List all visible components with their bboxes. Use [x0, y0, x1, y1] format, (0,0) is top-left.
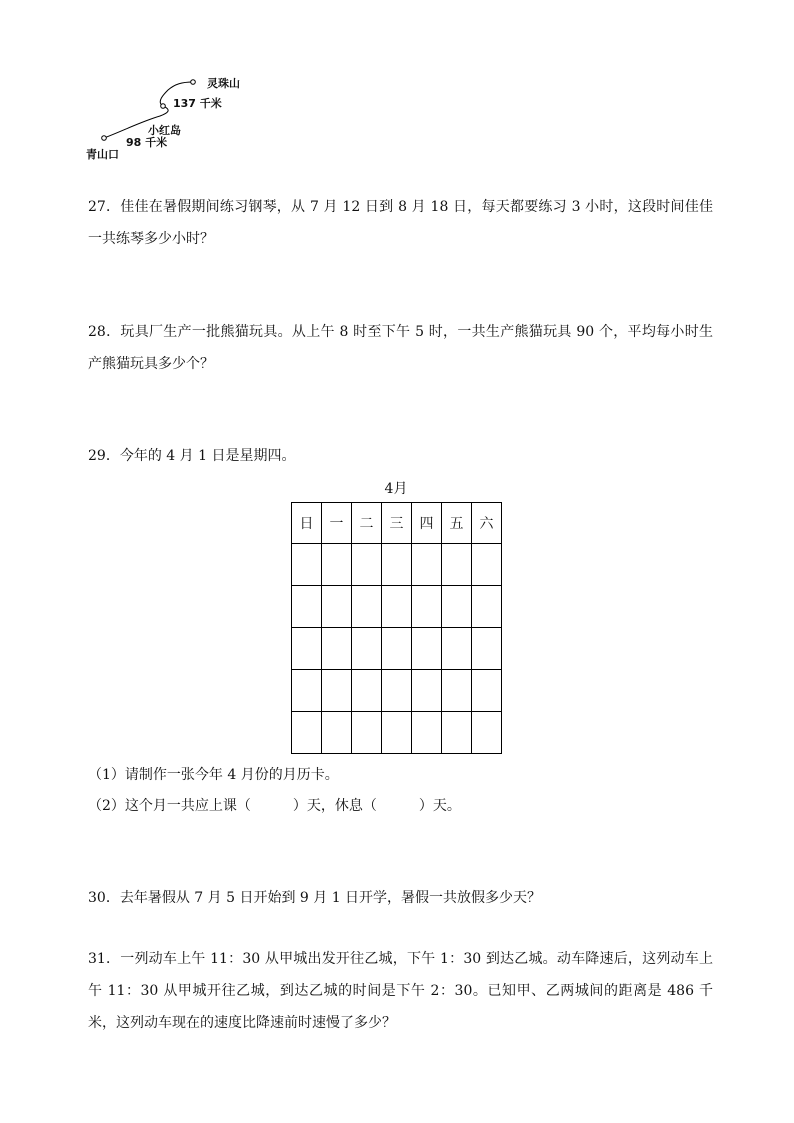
- calendar-day-cell[interactable]: [352, 628, 382, 670]
- middle-point: [161, 104, 166, 109]
- calendar-day-cell[interactable]: [382, 544, 412, 586]
- calendar-day-cell[interactable]: [472, 544, 502, 586]
- calendar-day-cell[interactable]: [322, 628, 352, 670]
- calendar-day-cell[interactable]: [412, 586, 442, 628]
- start-point: [102, 136, 107, 141]
- calendar-day-cell[interactable]: [382, 586, 412, 628]
- calendar-day-cell[interactable]: [472, 670, 502, 712]
- question-text: 玩具厂生产一批熊猫玩具。从上午 8 时至下午 5 时，一共生产熊猫玩具 90 个，平均每小时生产熊猫玩具多少个？: [88, 324, 713, 372]
- calendar-week-row: [292, 712, 502, 754]
- calendar-day-cell[interactable]: [292, 586, 322, 628]
- weekday-header: 六: [472, 503, 502, 544]
- calendar-day-cell[interactable]: [352, 712, 382, 754]
- calendar-day-cell[interactable]: [322, 586, 352, 628]
- calendar-day-cell[interactable]: [352, 670, 382, 712]
- calendar-title: 4月: [384, 481, 408, 497]
- question-number: 30．: [88, 890, 120, 906]
- question-30: [88, 882, 713, 914]
- sub-question-1: （1）请制作一张今年 4 月份的月历卡。: [88, 767, 339, 783]
- question-text: 佳佳在暑假期间练习钢琴，从 7 月 12 日到 8 月 18 日，每天都要练习 3 小时，这段时间佳佳一共练琴多少小时？: [88, 199, 713, 247]
- question-number: 29．: [88, 448, 120, 464]
- weekday-header: 一: [322, 503, 352, 544]
- weekday-header: 五: [442, 503, 472, 544]
- question-29: [88, 440, 713, 472]
- calendar-week-row: [292, 586, 502, 628]
- route-diagram: [80, 70, 280, 170]
- place-end: 灵珠山: [207, 77, 240, 90]
- question-number: 27．: [88, 199, 121, 215]
- weekday-header: 二: [352, 503, 382, 544]
- calendar-day-cell[interactable]: [412, 670, 442, 712]
- distance-first: 98 千米: [126, 136, 168, 149]
- question-27: [88, 191, 713, 255]
- question-28: [88, 316, 713, 380]
- place-middle: 小红岛: [148, 124, 181, 137]
- calendar-day-cell[interactable]: [352, 544, 382, 586]
- calendar-day-cell[interactable]: [292, 544, 322, 586]
- calendar-day-cell[interactable]: [412, 544, 442, 586]
- calendar-day-cell[interactable]: [292, 712, 322, 754]
- calendar-day-cell[interactable]: [292, 670, 322, 712]
- calendar-day-cell[interactable]: [442, 544, 472, 586]
- calendar-day-cell[interactable]: [382, 628, 412, 670]
- calendar-day-cell[interactable]: [472, 628, 502, 670]
- calendar-day-cell[interactable]: [412, 628, 442, 670]
- calendar-day-cell[interactable]: [322, 544, 352, 586]
- question-31: [88, 943, 713, 1039]
- calendar-day-cell[interactable]: [442, 628, 472, 670]
- distance-second: 137 千米: [173, 97, 222, 110]
- question-number: 28．: [88, 324, 121, 340]
- calendar-week-row: [292, 670, 502, 712]
- calendar-day-cell[interactable]: [352, 586, 382, 628]
- place-start: 青山口: [86, 148, 119, 161]
- calendar-day-cell[interactable]: [322, 712, 352, 754]
- calendar-day-cell[interactable]: [472, 712, 502, 754]
- calendar-day-cell[interactable]: [412, 712, 442, 754]
- calendar-day-cell[interactable]: [442, 586, 472, 628]
- calendar-week-row: [292, 544, 502, 586]
- end-point: [191, 80, 196, 85]
- calendar-day-cell[interactable]: [292, 628, 322, 670]
- calendar-week-row: [292, 628, 502, 670]
- calendar-table: [291, 502, 502, 754]
- calendar-day-cell[interactable]: [322, 670, 352, 712]
- question-text: 去年暑假从 7 月 5 日开始到 9 月 1 日开学，暑假一共放假多少天？: [119, 890, 542, 906]
- sub-question-2: （2）这个月一共应上课（ ）天，休息（ ）天。: [88, 798, 461, 814]
- question-text: 今年的 4 月 1 日是星期四。: [119, 448, 296, 464]
- calendar-header-row: [292, 503, 502, 544]
- weekday-header: 日: [292, 503, 322, 544]
- calendar-day-cell[interactable]: [472, 586, 502, 628]
- question-text: 一列动车上午 11：30 从甲城出发开往乙城，下午 1：30 到达乙城。动车降速后，这列动车上午 11：30 从甲城开往乙城，到达乙城的时间是下午 2：30。已知甲、乙两城间的距离是 486 千米，这列动车现在的速度比降速前时速慢了多少？: [88, 951, 713, 1031]
- weekday-header: 四: [412, 503, 442, 544]
- weekday-header: 三: [382, 503, 412, 544]
- calendar-day-cell[interactable]: [382, 712, 412, 754]
- calendar-day-cell[interactable]: [442, 670, 472, 712]
- calendar-day-cell[interactable]: [442, 712, 472, 754]
- calendar-body: [292, 544, 502, 754]
- calendar-day-cell[interactable]: [382, 670, 412, 712]
- question-number: 31．: [88, 951, 121, 967]
